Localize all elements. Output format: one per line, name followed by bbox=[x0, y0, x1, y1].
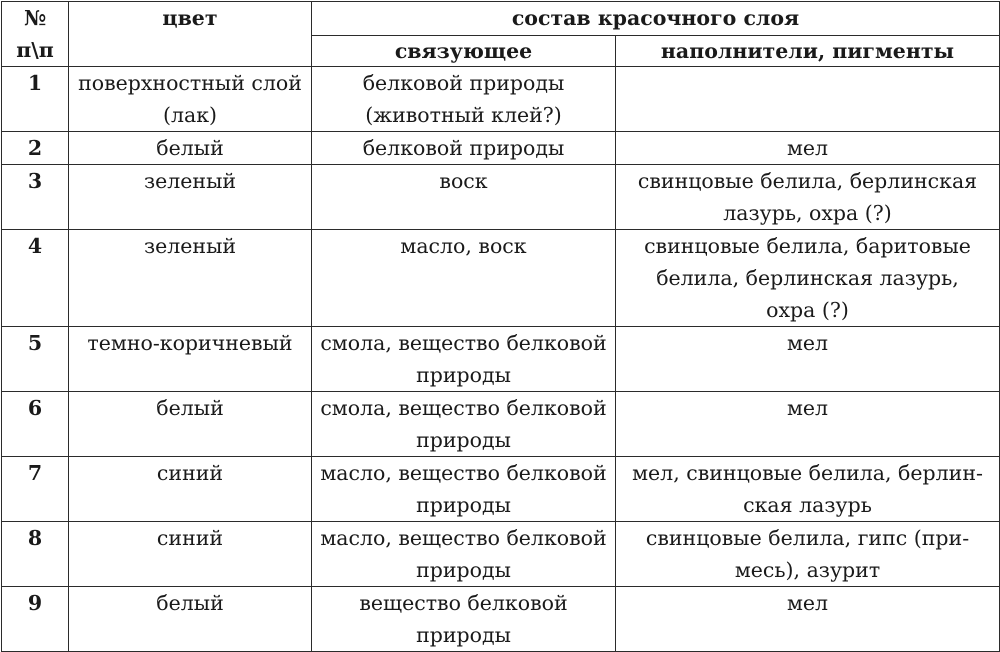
table-row bbox=[2, 230, 1000, 327]
cell-binder bbox=[312, 392, 616, 457]
row-number: 7 bbox=[27, 461, 43, 485]
cell-fillers bbox=[616, 132, 1000, 165]
header-binder bbox=[312, 35, 616, 66]
cell-binder bbox=[312, 522, 616, 587]
table-row bbox=[2, 132, 1000, 165]
color-line: синий bbox=[156, 526, 224, 550]
binder-line: природы bbox=[416, 493, 511, 517]
paint-layer-table bbox=[1, 1, 1000, 652]
cell-binder bbox=[312, 327, 616, 392]
fillers-line: свинцовые белила, берлинская bbox=[637, 169, 978, 193]
cell-fillers bbox=[616, 165, 1000, 230]
header-number-line2: п\п bbox=[16, 38, 54, 62]
cell-binder bbox=[312, 132, 616, 165]
table-row bbox=[2, 327, 1000, 392]
cell-num bbox=[2, 587, 69, 652]
binder-line: вещество белковой bbox=[359, 591, 568, 615]
color-line: белый bbox=[156, 396, 224, 420]
cell-color bbox=[69, 392, 312, 457]
cell-num bbox=[2, 327, 69, 392]
cell-fillers bbox=[616, 67, 1000, 132]
cell-color bbox=[69, 457, 312, 522]
cell-binder bbox=[312, 230, 616, 327]
fillers-line: свинцовые белила, гипс (при- bbox=[645, 526, 970, 550]
binder-line: природы bbox=[416, 558, 511, 582]
cell-color bbox=[69, 67, 312, 132]
header-composition bbox=[312, 2, 1000, 36]
binder-line: природы bbox=[416, 428, 511, 452]
header-color bbox=[69, 2, 312, 67]
binder-line: смола, вещество белковой bbox=[320, 396, 607, 420]
cell-fillers bbox=[616, 587, 1000, 652]
binder-line: природы bbox=[416, 363, 511, 387]
binder-line: масло, воск bbox=[400, 234, 527, 258]
row-number: 3 bbox=[27, 169, 43, 193]
binder-line: масло, вещество белковой bbox=[320, 526, 607, 550]
cell-color bbox=[69, 587, 312, 652]
cell-color bbox=[69, 230, 312, 327]
header-fillers-label: наполнители, пигменты bbox=[660, 38, 955, 63]
color-line: темно-коричневый bbox=[87, 331, 293, 355]
row-number: 1 bbox=[27, 71, 43, 95]
table-row bbox=[2, 392, 1000, 457]
header-binder-label: связующее bbox=[394, 38, 533, 63]
color-line: (лак) bbox=[162, 103, 218, 127]
cell-num bbox=[2, 457, 69, 522]
cell-fillers bbox=[616, 327, 1000, 392]
table-row bbox=[2, 587, 1000, 652]
cell-num bbox=[2, 165, 69, 230]
cell-num bbox=[2, 522, 69, 587]
row-number: 9 bbox=[27, 591, 43, 615]
cell-num bbox=[2, 67, 69, 132]
cell-binder bbox=[312, 67, 616, 132]
binder-line: (животный клей?) bbox=[365, 103, 562, 127]
cell-color bbox=[69, 132, 312, 165]
header-number-line1: № bbox=[23, 6, 47, 30]
binder-line: воск bbox=[439, 169, 488, 193]
cell-binder bbox=[312, 587, 616, 652]
cell-color bbox=[69, 165, 312, 230]
row-number: 8 bbox=[27, 526, 43, 550]
color-line: синий bbox=[156, 461, 224, 485]
table-row bbox=[2, 67, 1000, 132]
color-line: зеленый bbox=[143, 169, 237, 193]
table-row bbox=[2, 457, 1000, 522]
cell-num bbox=[2, 230, 69, 327]
fillers-line: лазурь, охра (?) bbox=[723, 201, 892, 225]
cell-color bbox=[69, 327, 312, 392]
color-line: белый bbox=[156, 591, 224, 615]
color-line: белый bbox=[156, 136, 224, 160]
color-line: зеленый bbox=[143, 234, 237, 258]
cell-color bbox=[69, 522, 312, 587]
row-number: 4 bbox=[27, 234, 43, 258]
cell-binder bbox=[312, 165, 616, 230]
binder-line: белковой природы bbox=[362, 71, 565, 95]
binder-line: природы bbox=[416, 623, 511, 647]
fillers-line: белила, берлинская лазурь, bbox=[656, 266, 959, 290]
fillers-line: мел bbox=[786, 396, 829, 420]
fillers-line: мел bbox=[786, 591, 829, 615]
binder-line: белковой природы bbox=[362, 136, 565, 160]
cell-fillers bbox=[616, 230, 1000, 327]
fillers-line: месь), азурит bbox=[734, 558, 881, 582]
cell-fillers bbox=[616, 392, 1000, 457]
fillers-line: мел, свинцовые белила, берлин- bbox=[632, 461, 983, 485]
row-number: 5 bbox=[27, 331, 43, 355]
cell-num bbox=[2, 392, 69, 457]
cell-num bbox=[2, 132, 69, 165]
table-row bbox=[2, 165, 1000, 230]
cell-fillers bbox=[616, 522, 1000, 587]
table-row bbox=[2, 522, 1000, 587]
cell-binder bbox=[312, 457, 616, 522]
header-color-label: цвет bbox=[162, 6, 218, 30]
fillers-line: свинцовые белила, баритовые bbox=[644, 234, 971, 258]
row-number: 2 bbox=[27, 136, 43, 160]
cell-fillers bbox=[616, 457, 1000, 522]
header-fillers bbox=[616, 35, 1000, 66]
color-line: поверхностный слой bbox=[78, 71, 302, 95]
header-number bbox=[2, 2, 69, 67]
fillers-line: мел bbox=[786, 136, 829, 160]
fillers-line: охра (?) bbox=[766, 298, 849, 322]
header-composition-label: состав красочного слоя bbox=[511, 6, 800, 30]
row-number: 6 bbox=[27, 396, 43, 420]
binder-line: смола, вещество белковой bbox=[320, 331, 607, 355]
fillers-line: мел bbox=[786, 331, 829, 355]
binder-line: масло, вещество белковой bbox=[320, 461, 607, 485]
fillers-line: ская лазурь bbox=[743, 493, 872, 517]
